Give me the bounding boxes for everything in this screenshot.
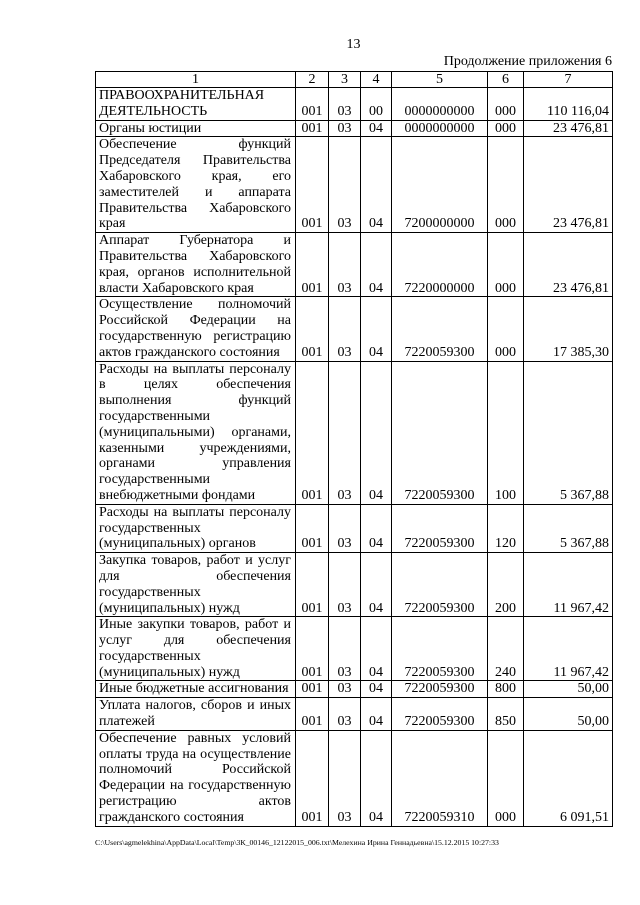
col-4-code: 04	[361, 120, 392, 137]
col-6-code: 100	[488, 361, 524, 504]
col-2-code: 001	[296, 120, 329, 137]
col-6-code: 240	[488, 617, 524, 681]
col-7-amount: 23 476,81	[524, 120, 613, 137]
table-row	[96, 504, 613, 552]
col-4-code: 04	[361, 137, 392, 233]
row-label: Расходы на выплаты персоналу в целях обеспечения выполнения функций государственными (муниципальными) органами, казенными учреждениями, органами управления государственными внебюджетными фондами	[96, 361, 296, 504]
table-row	[96, 698, 613, 731]
col-3-code: 03	[329, 617, 361, 681]
col-6-code: 000	[488, 88, 524, 121]
col-2-code: 001	[296, 504, 329, 552]
col-3-code: 03	[329, 504, 361, 552]
col-5-code: 0000000000	[392, 120, 488, 137]
col-3-code: 03	[329, 698, 361, 731]
appendix-continuation-note: Продолжение приложения 6	[443, 54, 612, 69]
col-4-code: 04	[361, 361, 392, 504]
col-6-code: 120	[488, 504, 524, 552]
col-5-code: 7220059300	[392, 617, 488, 681]
col-4-code: 04	[361, 698, 392, 731]
row-label: Иные бюджетные ассигнования	[96, 681, 296, 698]
col-5-code: 7220059300	[392, 297, 488, 361]
col-4-code: 04	[361, 233, 392, 297]
row-label: Уплата налогов, сборов и иных платежей	[96, 698, 296, 731]
col-6-code: 000	[488, 137, 524, 233]
col-3-code: 03	[329, 137, 361, 233]
col-2-code: 001	[296, 361, 329, 504]
table-row	[96, 361, 613, 504]
table-row	[96, 233, 613, 297]
col-7-amount: 23 476,81	[524, 233, 613, 297]
col-5-code: 7220059300	[392, 361, 488, 504]
col-2-code: 001	[296, 698, 329, 731]
col-7-amount: 11 967,42	[524, 553, 613, 617]
col-7-amount: 6 091,51	[524, 730, 613, 826]
col-5-code: 7220059300	[392, 681, 488, 698]
col-5-code: 7220059300	[392, 698, 488, 731]
col-2-code: 001	[296, 233, 329, 297]
col-5-code: 7200000000	[392, 137, 488, 233]
page-number: 13	[346, 37, 361, 52]
col-6-code: 200	[488, 553, 524, 617]
col-7-amount: 11 967,42	[524, 617, 613, 681]
row-label: Обеспечение функций Председателя Правительства Хабаровского края, его заместителей и аппарата Правительства Хабаровского края	[96, 137, 296, 233]
row-label: ПРАВООХРАНИТЕЛЬНАЯ ДЕЯТЕЛЬНОСТЬ	[96, 88, 296, 121]
table-row	[96, 681, 613, 698]
col-4-code: 04	[361, 297, 392, 361]
col-2-code: 001	[296, 617, 329, 681]
column-header-1: 1	[96, 72, 296, 88]
col-2-code: 001	[296, 88, 329, 121]
row-label: Закупка товаров, работ и услуг для обеспечения государственных (муниципальных) нужд	[96, 553, 296, 617]
row-label: Аппарат Губернатора и Правительства Хабаровского края, органов исполнительной власти Хабаровского края	[96, 233, 296, 297]
col-2-code: 001	[296, 137, 329, 233]
table-header-row	[96, 72, 613, 88]
document-page	[95, 36, 612, 848]
col-4-code: 04	[361, 681, 392, 698]
col-5-code: 7220059300	[392, 553, 488, 617]
col-3-code: 03	[329, 681, 361, 698]
table-row	[96, 617, 613, 681]
col-6-code: 850	[488, 698, 524, 731]
col-3-code: 03	[329, 88, 361, 121]
col-4-code: 04	[361, 617, 392, 681]
table-row	[96, 88, 613, 121]
col-6-code: 000	[488, 297, 524, 361]
col-7-amount: 5 367,88	[524, 504, 613, 552]
col-4-code: 04	[361, 553, 392, 617]
column-header-6: 6	[488, 72, 524, 88]
column-header-2: 2	[296, 72, 329, 88]
col-6-code: 800	[488, 681, 524, 698]
column-header-7: 7	[524, 72, 613, 88]
col-2-code: 001	[296, 681, 329, 698]
col-7-amount: 5 367,88	[524, 361, 613, 504]
col-7-amount: 110 116,04	[524, 88, 613, 121]
col-5-code: 7220059300	[392, 504, 488, 552]
row-label: Осуществление полномочий Российской Федерации на государственную регистрацию актов гражданского состояния	[96, 297, 296, 361]
col-3-code: 03	[329, 297, 361, 361]
col-3-code: 03	[329, 361, 361, 504]
budget-table	[95, 71, 613, 827]
col-4-code: 00	[361, 88, 392, 121]
col-7-amount: 17 385,30	[524, 297, 613, 361]
col-3-code: 03	[329, 233, 361, 297]
row-label: Органы юстиции	[96, 120, 296, 137]
col-2-code: 001	[296, 730, 329, 826]
col-7-amount: 23 476,81	[524, 137, 613, 233]
row-label: Расходы на выплаты персоналу государственных (муниципальных) органов	[96, 504, 296, 552]
col-6-code: 000	[488, 233, 524, 297]
table-row	[96, 553, 613, 617]
col-4-code: 04	[361, 730, 392, 826]
table-row	[96, 137, 613, 233]
col-5-code: 7220059310	[392, 730, 488, 826]
col-2-code: 001	[296, 553, 329, 617]
col-3-code: 03	[329, 730, 361, 826]
column-header-3: 3	[329, 72, 361, 88]
col-5-code: 0000000000	[392, 88, 488, 121]
table-row	[96, 297, 613, 361]
col-6-code: 000	[488, 730, 524, 826]
col-4-code: 04	[361, 504, 392, 552]
col-3-code: 03	[329, 120, 361, 137]
col-7-amount: 50,00	[524, 681, 613, 698]
file-path-footer: C:\Users\agmelekhina\AppData\Local\Temp\3К_00146_12122015_006.txt\Мелехина Ирина Геннадьевна\15.12.2015 10:27:33	[95, 837, 499, 847]
column-header-5: 5	[392, 72, 488, 88]
table-row	[96, 730, 613, 826]
col-2-code: 001	[296, 297, 329, 361]
col-5-code: 7220000000	[392, 233, 488, 297]
row-label: Иные закупки товаров, работ и услуг для обеспечения государственных (муниципальных) нужд	[96, 617, 296, 681]
col-3-code: 03	[329, 553, 361, 617]
col-7-amount: 50,00	[524, 698, 613, 731]
row-label: Обеспечение равных условий оплаты труда на осуществление полномочий Российской Федерации на государственную регистрацию актов гражданского состояния	[96, 730, 296, 826]
col-6-code: 000	[488, 120, 524, 137]
column-header-4: 4	[361, 72, 392, 88]
table-row	[96, 120, 613, 137]
